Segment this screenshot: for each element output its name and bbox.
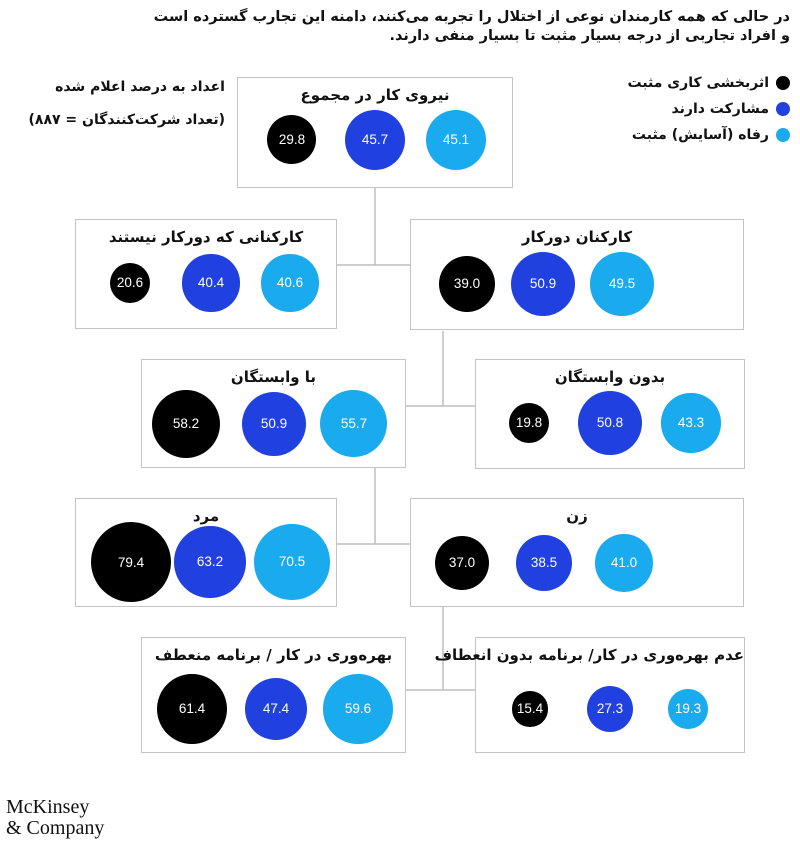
bubble-value-label: 40.6 (276, 275, 304, 291)
legend-label-wellbeing: رفاه (آسایش) مثبت (631, 127, 769, 143)
bubble-value-label: 50.8 (596, 415, 624, 431)
bubble-value-label: 70.5 (278, 554, 306, 570)
bubble-effectiveness (152, 390, 220, 458)
bubble-value-label: 29.8 (278, 132, 306, 148)
bubble-value-label: 40.4 (197, 275, 225, 291)
bubble-value-label: 37.0 (448, 555, 476, 571)
group-title: با وابستگان (230, 368, 317, 386)
bubble-engagement (174, 526, 245, 597)
bubble-engagement (182, 254, 239, 311)
group-title: کارکنان دورکار (521, 228, 633, 246)
bubble-value-label: 27.3 (596, 701, 624, 717)
bubble-engagement (516, 535, 572, 591)
bubble-value-label: 50.9 (529, 276, 557, 292)
bubble-value-label: 45.1 (442, 132, 470, 148)
connector-level-3 (336, 467, 411, 544)
legend-label-engagement: مشارکت دارند (671, 101, 769, 117)
bubble-value-label: 63.2 (196, 554, 224, 570)
group-title: بدون وابستگان (554, 368, 666, 386)
bubble-wellbeing (661, 393, 720, 452)
group-title: کارکنانی که دورکار نیستند (108, 228, 304, 246)
connector-level-2 (405, 331, 476, 406)
chart-title-line-1: در حالی که همه کارمندان نوعی از اختلال را تجربه می‌کنند، دامنه این تجارب گسترده است (153, 9, 790, 25)
bubble-value-label: 55.7 (340, 416, 368, 432)
bubble-value-label: 15.4 (516, 701, 544, 717)
bubble-value-label: 50.9 (260, 416, 288, 432)
group-title: مرد (192, 507, 220, 525)
bubble-wellbeing (595, 534, 652, 591)
bubble-effectiveness (91, 522, 171, 602)
bubble-value-label: 39.0 (453, 276, 481, 292)
sample-size-note: (تعداد شرکت‌کنندگان = ۸۸۷) (28, 112, 225, 128)
group-title: زن (566, 507, 588, 525)
bubble-engagement (245, 678, 307, 740)
bubble-value-label: 38.5 (530, 555, 558, 571)
bubble-engagement (578, 391, 642, 455)
connector-level-1 (336, 188, 411, 265)
unit-note: اعداد به درصد اعلام شده (55, 79, 225, 95)
bubble-engagement (242, 392, 306, 456)
bubble-value-label: 43.3 (677, 415, 705, 431)
group-title: عدم بهره‌وری در کار/ برنامه بدون انعطاف (434, 646, 744, 664)
bubble-value-label: 20.6 (116, 275, 144, 291)
bubble-value-label: 49.5 (608, 276, 636, 292)
bubble-wellbeing (261, 254, 318, 311)
bubble-value-label: 45.7 (361, 132, 389, 148)
logo-line-2: & Company (6, 817, 105, 839)
bubble-effectiveness (439, 256, 495, 312)
bubble-value-label: 19.3 (674, 701, 702, 717)
logo-line-1: McKinsey (6, 796, 90, 818)
bubble-value-label: 19.8 (515, 415, 543, 431)
bubble-effectiveness (509, 403, 549, 443)
chart-title-line-2: و افراد تجاربی از درجه بسیار مثبت تا بسیار منفی دارند. (389, 28, 790, 44)
bubble-value-label: 59.6 (344, 701, 372, 717)
bubble-effectiveness (512, 691, 547, 726)
group-title: نیروی کار در مجموع (300, 86, 450, 104)
mckinsey-logo (6, 797, 104, 839)
bubble-wellbeing (590, 252, 653, 315)
bubble-value-label: 61.4 (178, 701, 206, 717)
bubble-effectiveness (157, 674, 227, 744)
bubble-wellbeing (323, 674, 392, 743)
bubble-wellbeing (254, 524, 329, 599)
bubble-wellbeing (426, 110, 486, 170)
bubble-value-label: 41.0 (610, 555, 638, 571)
bubble-value-label: 79.4 (117, 554, 145, 570)
bubble-engagement (511, 252, 575, 316)
bubble-value-label: 58.2 (172, 416, 200, 432)
bubble-value-label: 47.4 (262, 701, 290, 717)
legend-label-effectiveness: اثربخشی کاری مثبت (627, 75, 769, 91)
bubble-wellbeing (668, 689, 707, 728)
group-title: بهره‌وری در کار / برنامه منعطف (154, 646, 393, 664)
